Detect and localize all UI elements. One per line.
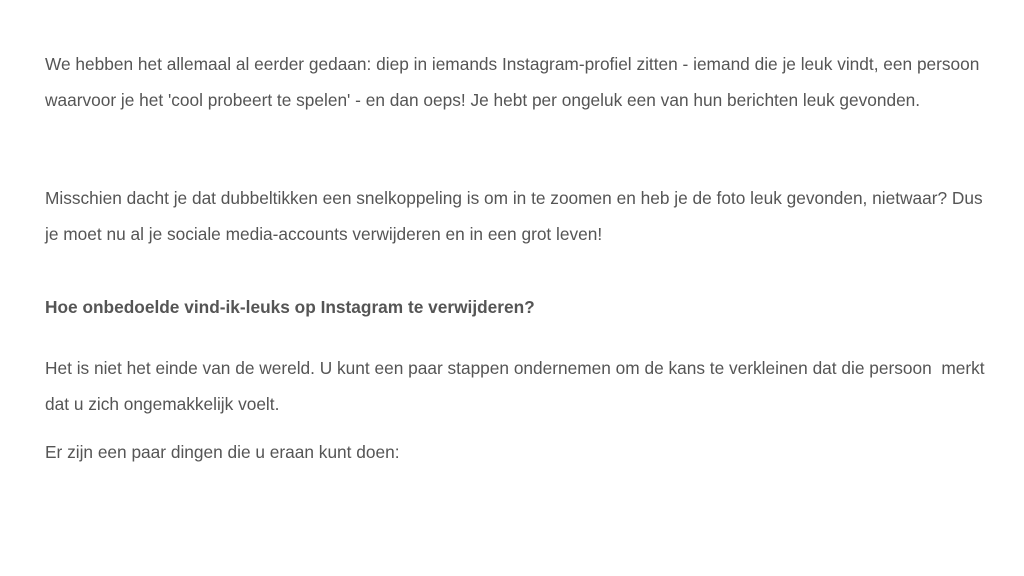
list-intro-paragraph: Er zijn een paar dingen die u eraan kunt doen:: [45, 442, 400, 462]
reassurance-paragraph: Het is niet het einde van de wereld. U kunt een paar stappen ondernemen om de kans te verkleinen dat die persoon merkt dat u zich ongemakkelijk voelt.: [45, 358, 990, 414]
double-tap-paragraph: Misschien dacht je dat dubbeltikken een snelkoppeling is om in te zoomen en heb je de foto leuk gevonden, nietwaar? Dus je moet nu al je sociale media-accounts verwijderen en in een grot leven!: [45, 188, 988, 244]
section-heading: Hoe onbedoelde vind-ik-leuks op Instagram te verwijderen?: [45, 297, 535, 317]
intro-paragraph: We hebben het allemaal al eerder gedaan: diep in iemands Instagram-profiel zitten - iemand die je leuk vindt, een persoon waarvoor je het 'cool probeert te spelen' - en dan oeps! Je hebt per ongeluk een van hun berichten leuk gevonden.: [45, 54, 985, 110]
